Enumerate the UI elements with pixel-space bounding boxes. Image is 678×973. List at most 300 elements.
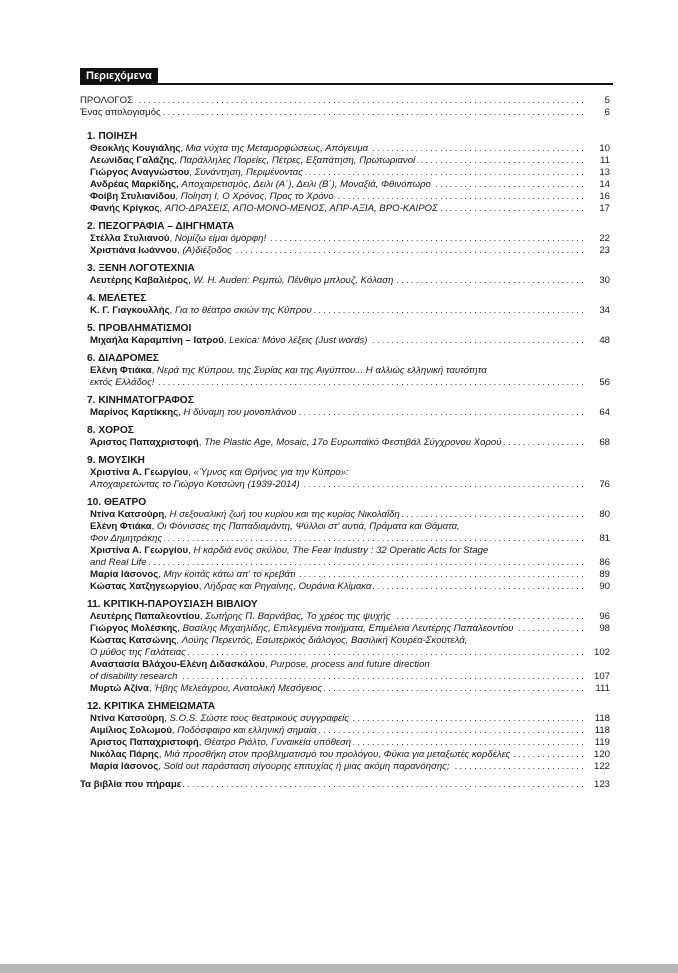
entry-separator: , bbox=[151, 365, 157, 376]
entry-separator: , bbox=[198, 737, 205, 748]
entry-indent bbox=[80, 635, 90, 646]
entry-work: Μην κοιτάς κάτω απ' το κρεβάτι bbox=[163, 569, 296, 580]
section-heading bbox=[80, 263, 610, 275]
toc-text bbox=[80, 779, 183, 790]
entry-separator: , bbox=[178, 407, 184, 418]
entry-indent bbox=[80, 611, 90, 622]
section-heading bbox=[80, 425, 610, 437]
toc-line bbox=[80, 635, 610, 647]
toc-line bbox=[80, 611, 586, 623]
closing-item bbox=[80, 779, 610, 791]
entry-work: Νερά της Κύπρου, της Συρίας και της Αιγύπτου... Η αλλιώς ελληνική ταυτότητα bbox=[156, 365, 487, 376]
header-rule bbox=[80, 83, 613, 85]
entry-separator: , bbox=[158, 761, 164, 772]
entry-indent bbox=[80, 683, 90, 694]
toc-text bbox=[80, 635, 469, 646]
page-number: 13 bbox=[599, 167, 610, 178]
page-number: 76 bbox=[599, 479, 610, 490]
entry-row bbox=[80, 545, 610, 557]
toc-line bbox=[80, 569, 586, 581]
page-number: 81 bbox=[599, 533, 610, 544]
toc-text bbox=[80, 245, 234, 256]
entry-author: Στέλλα Στυλιανού bbox=[90, 233, 170, 244]
page-number: 11 bbox=[600, 155, 610, 166]
toc-text bbox=[80, 155, 417, 166]
entry-separator: , bbox=[159, 203, 165, 214]
entry-indent bbox=[80, 713, 90, 724]
entry-separator: , bbox=[176, 635, 182, 646]
toc-line bbox=[80, 107, 586, 119]
entry-indent bbox=[80, 305, 90, 316]
entry-indent bbox=[80, 167, 90, 178]
toc-text bbox=[80, 569, 298, 580]
entry-separator: , bbox=[198, 437, 205, 448]
toc-text bbox=[80, 179, 433, 190]
toc-title: Περιεχόμενα bbox=[80, 68, 158, 84]
entry-row bbox=[80, 437, 610, 449]
toc-line bbox=[80, 191, 586, 203]
entry-row bbox=[80, 365, 610, 377]
entry-row bbox=[80, 611, 610, 623]
entry-author: Άριστος Παπαχριστοφή bbox=[90, 737, 199, 748]
entry-separator: , bbox=[198, 581, 205, 592]
entry-work: W. H. Auden: Ρεμπώ, Πένθιμο μπλουζ, Κόλαση bbox=[193, 275, 394, 286]
toc-text bbox=[80, 557, 149, 568]
entry-indent bbox=[80, 581, 90, 592]
entry-author: Θεοκλής Κουγιάλης bbox=[90, 143, 181, 154]
entry-row bbox=[80, 233, 610, 245]
entry-row bbox=[80, 305, 610, 317]
toc-line bbox=[80, 683, 586, 695]
toc-line bbox=[80, 557, 586, 569]
page-number: 34 bbox=[599, 305, 610, 316]
entry-separator: , bbox=[148, 683, 155, 694]
entry-separator: , bbox=[188, 467, 194, 478]
entry-work: Θέατρο Ριάλτο, Γυναικεία υπόθεση bbox=[204, 737, 352, 748]
toc-text bbox=[80, 761, 452, 772]
entry-row-continued bbox=[80, 671, 610, 683]
toc-line bbox=[80, 659, 610, 671]
page-number: 30 bbox=[599, 275, 610, 286]
entry-indent bbox=[80, 365, 90, 376]
section-title: 8. ΧΟΡΟΣ bbox=[87, 425, 134, 436]
entry-indent bbox=[80, 143, 90, 154]
section-title: 10. ΘΕΑΤΡΟ bbox=[87, 497, 147, 508]
toc-text bbox=[80, 737, 353, 748]
entry-indent bbox=[80, 179, 90, 190]
page-number: 68 bbox=[599, 437, 610, 448]
entry-work: Λήδρας και Ρηγαίνης, Ουράνια Κλίμακα bbox=[204, 581, 372, 592]
entry-row bbox=[80, 713, 610, 725]
toc-line bbox=[80, 377, 586, 389]
entry-separator: , bbox=[175, 191, 181, 202]
page-number: 107 bbox=[593, 671, 610, 682]
entry-indent bbox=[80, 521, 90, 532]
entry-row bbox=[80, 749, 610, 761]
entry-work: Βασίλης Μιχαηλίδης, Επιλεγμένα ποιήματα, Επιμέλεια Λευτέρης Παπαλεοντίου bbox=[182, 623, 514, 634]
entry-row bbox=[80, 155, 610, 167]
entry-author: Αναστασία Βλάχου-Ελένη Διδασκάλου bbox=[90, 659, 265, 670]
section-title: 9. ΜΟΥΣΙΚΗ bbox=[87, 455, 145, 466]
entry-separator: , bbox=[188, 545, 194, 556]
toc-line bbox=[80, 647, 586, 659]
entry-indent bbox=[80, 623, 90, 634]
section-title: 6. ΔΙΑΔΡΟΜΕΣ bbox=[87, 353, 159, 364]
entry-author: Μαρία Ιάσονος bbox=[90, 569, 159, 580]
toc-line bbox=[80, 203, 586, 215]
entry-work: Sold out παράσταση σίγουρης επιτυχίας ή μιας ακόμη παρανόησης; bbox=[163, 761, 450, 772]
entry-work: Η σεξουαλική ζωή του κυρίου και της κυρίας Νικολαΐδη bbox=[169, 509, 400, 520]
toc-line bbox=[80, 479, 586, 491]
entry-work: Μια νύχτα της Μεταμορφώσεως, Απόγευμα bbox=[185, 143, 369, 154]
entry-indent bbox=[80, 155, 90, 166]
section-title: 4. ΜΕΛΕΤΕΣ bbox=[87, 293, 147, 304]
entry-author: Λευτέρης Καβαλιέρος bbox=[90, 275, 189, 286]
page-number: 89 bbox=[599, 569, 610, 580]
page-number: 120 bbox=[593, 749, 610, 760]
toc-text bbox=[80, 749, 512, 760]
page-number: 14 bbox=[599, 179, 610, 190]
entry-separator: , bbox=[151, 521, 157, 532]
entry-work: Λούης Περεντός, Εσωτερικός διάλογος, Βασιλική Κουρέα-Σκουτελά, bbox=[181, 635, 468, 646]
entry-author: Κώστας Χατζηγεωργίου bbox=[90, 581, 199, 592]
entry-indent bbox=[80, 545, 90, 556]
entry-indent bbox=[80, 191, 90, 202]
entry-row bbox=[80, 407, 610, 419]
entry-author: Ελένη Φτιάκα bbox=[90, 365, 152, 376]
toc-line bbox=[80, 671, 586, 683]
entry-indent bbox=[80, 659, 90, 670]
entry-author: Μιχαήλα Καραμπίνη – Ιατρού bbox=[90, 335, 224, 346]
toc-text bbox=[80, 107, 163, 118]
page-number: 22 bbox=[599, 233, 610, 244]
toc-text bbox=[80, 365, 489, 376]
toc-text bbox=[80, 233, 268, 244]
toc-line bbox=[80, 365, 610, 377]
entry-indent bbox=[80, 647, 90, 658]
entry-author: Μαρία Ιάσονος bbox=[90, 761, 159, 772]
toc-line bbox=[80, 713, 586, 725]
toc-line bbox=[80, 143, 586, 155]
entry-author: Χριστίνα Α. Γεωργίου bbox=[90, 467, 189, 478]
toc-line bbox=[80, 167, 586, 179]
toc-line bbox=[80, 275, 586, 287]
entry-indent bbox=[80, 569, 90, 580]
front-matter-title: ΠΡΟΛΟΓΟΣ bbox=[80, 95, 133, 106]
page-number: 48 bbox=[599, 335, 610, 346]
page-number: 111 bbox=[595, 683, 610, 694]
toc-line bbox=[80, 407, 586, 419]
entry-separator: , bbox=[169, 233, 175, 244]
entry-row bbox=[80, 191, 610, 203]
entry-indent bbox=[80, 245, 90, 256]
front-matter-item bbox=[80, 95, 610, 107]
entry-work-continued: of disability research bbox=[90, 671, 178, 682]
toc-text bbox=[80, 407, 298, 418]
entry-work: «Ύμνος και Θρήνος για την Κύπρο»: bbox=[193, 467, 349, 478]
toc-line bbox=[80, 95, 586, 107]
entry-indent bbox=[80, 203, 90, 214]
entry-row bbox=[80, 335, 610, 347]
toc-text bbox=[80, 203, 440, 214]
page-number: 118 bbox=[594, 713, 610, 724]
entry-work: Παράλληλες Πορείες, Πέτρες, Εξαπάτηση, Πρωτωριανοί bbox=[179, 155, 416, 166]
dot-leader bbox=[80, 557, 586, 569]
section-heading bbox=[80, 323, 610, 335]
page-number: 17 bbox=[599, 203, 610, 214]
entry-row bbox=[80, 521, 610, 533]
toc-line bbox=[80, 749, 586, 761]
entry-separator: , bbox=[158, 749, 165, 760]
entry-work-continued: Ο μύθος της Γαλάτειας bbox=[90, 647, 186, 658]
entry-indent bbox=[80, 377, 90, 388]
entry-author: Αιμίλιος Σολωμού bbox=[90, 725, 172, 736]
page-number: 5 bbox=[604, 95, 610, 106]
page-number: 10 bbox=[599, 143, 610, 154]
entry-work-continued: Αποχαιρετώντας το Γιώργο Κοτσώνη (1939-2014) bbox=[90, 479, 300, 490]
entry-separator: , bbox=[177, 245, 183, 256]
entry-row bbox=[80, 725, 610, 737]
entry-indent bbox=[80, 671, 90, 682]
page-number: 118 bbox=[594, 725, 610, 736]
toc-text bbox=[80, 437, 504, 448]
section-title: 2. ΠΕΖΟΓΡΑΦΙΑ – ΔΙΗΓΗΜΑΤΑ bbox=[87, 221, 235, 232]
entry-row-continued bbox=[80, 647, 610, 659]
toc-line bbox=[80, 623, 586, 635]
toc-text bbox=[80, 623, 515, 634]
toc-text bbox=[80, 533, 164, 544]
page-number: 122 bbox=[593, 761, 610, 772]
page-number: 123 bbox=[593, 779, 610, 790]
entry-work: Νομίζω είμαι όμορφη! bbox=[174, 233, 267, 244]
entry-work-continued: εκτός Ελλάδος! bbox=[90, 377, 155, 388]
entry-indent bbox=[80, 479, 90, 490]
entry-work-continued: Φον Δημητράκης bbox=[90, 533, 163, 544]
entry-indent bbox=[80, 557, 90, 568]
entry-indent bbox=[80, 407, 90, 418]
section-heading bbox=[80, 353, 610, 365]
entry-row-continued bbox=[80, 533, 610, 545]
entry-row bbox=[80, 275, 610, 287]
entry-author: Λευτέρης Παπαλεοντίου bbox=[90, 611, 200, 622]
entry-author: Μυρτώ Αζίνα bbox=[90, 683, 149, 694]
toc-header bbox=[80, 67, 613, 85]
entry-row bbox=[80, 143, 610, 155]
toc-text bbox=[80, 521, 462, 532]
entry-row bbox=[80, 623, 610, 635]
entry-row bbox=[80, 761, 610, 773]
toc-line bbox=[80, 725, 586, 737]
entry-separator: , bbox=[199, 611, 206, 622]
entry-author: Γιώργος Μολέσκης bbox=[90, 623, 178, 634]
entry-row bbox=[80, 659, 610, 671]
entry-work-continued: and Real Life bbox=[90, 557, 147, 568]
table-of-contents bbox=[80, 95, 610, 791]
section-title: 11. ΚΡΙΤΙΚΗ-ΠΑΡΟΥΣΙΑΣΗ ΒΙΒΛΙΟΥ bbox=[87, 599, 258, 610]
toc-text bbox=[80, 581, 373, 592]
section-heading bbox=[80, 599, 610, 611]
entry-separator: , bbox=[164, 509, 170, 520]
entry-separator: , bbox=[188, 275, 194, 286]
toc-line bbox=[80, 581, 586, 593]
toc-text bbox=[80, 167, 305, 178]
entry-author: Χριστιάνα Ιωάννου bbox=[90, 245, 178, 256]
entry-row-continued bbox=[80, 557, 610, 569]
entry-indent bbox=[80, 437, 90, 448]
entry-work: The Plastic Age, Mosaic, 17ο Ευρωπαϊκό Φεστιβάλ Σύγχρονου Χορού bbox=[204, 437, 502, 448]
page-number: 64 bbox=[599, 407, 610, 418]
entry-author: Ανδρέας Μαρκίδης, bbox=[90, 179, 179, 190]
entry-author: Χριστίνα Α. Γεωργίου bbox=[90, 545, 189, 556]
entry-work: Η δύναμη του μονοπλάνου bbox=[183, 407, 297, 418]
entry-row bbox=[80, 245, 610, 257]
entry-row bbox=[80, 167, 610, 179]
entry-row bbox=[80, 203, 610, 215]
entry-separator: , bbox=[180, 143, 186, 154]
page-number: 119 bbox=[594, 737, 610, 748]
toc-line bbox=[80, 761, 586, 773]
section-title: 5. ΠΡΟΒΛΗΜΑΤΙΣΜΟΙ bbox=[87, 323, 192, 334]
dot-leader bbox=[80, 95, 586, 107]
toc-line bbox=[80, 179, 586, 191]
toc-line bbox=[80, 155, 586, 167]
section-heading bbox=[80, 395, 610, 407]
toc-line bbox=[80, 467, 610, 479]
entry-author: Ντίνα Κατσούρη bbox=[90, 713, 165, 724]
toc-text bbox=[80, 377, 156, 388]
entry-separator: , bbox=[189, 167, 195, 178]
entry-work: Ποδόσφαιρο και ελληνική σημαία bbox=[177, 725, 317, 736]
section-title: 12. ΚΡΙΤΙΚΑ ΣΗΜΕΙΩΜΑΤΑ bbox=[87, 701, 216, 712]
page-number: 86 bbox=[599, 557, 610, 568]
entry-author: Νικόλας Πάρης bbox=[90, 749, 159, 760]
entry-separator: , bbox=[169, 305, 175, 316]
entry-indent bbox=[80, 749, 90, 760]
toc-line bbox=[80, 509, 586, 521]
entry-author: Κώστας Κατσώνης bbox=[90, 635, 177, 646]
entry-indent bbox=[80, 335, 90, 346]
section-title: 7. ΚΙΝΗΜΑΤΟΓΡΑΦΟΣ bbox=[87, 395, 194, 406]
entry-indent bbox=[80, 275, 90, 286]
toc-line bbox=[80, 335, 586, 347]
toc-line bbox=[80, 533, 586, 545]
toc-line bbox=[80, 305, 586, 317]
page-number: 80 bbox=[599, 509, 610, 520]
page-number: 102 bbox=[593, 647, 610, 658]
entry-row bbox=[80, 635, 610, 647]
toc-text bbox=[80, 335, 369, 346]
front-matter-title: Ένας απολογισμός bbox=[80, 107, 161, 118]
entry-author: Φοίβη Στυλιανίδου bbox=[90, 191, 176, 202]
toc-line bbox=[80, 545, 610, 557]
page-bottom-bar bbox=[0, 964, 678, 973]
entry-row bbox=[80, 737, 610, 749]
entry-indent bbox=[80, 761, 90, 772]
front-matter-item bbox=[80, 107, 610, 119]
entry-indent bbox=[80, 509, 90, 520]
entry-row bbox=[80, 569, 610, 581]
entry-author: Μαρίνος Καρτίκκης bbox=[90, 407, 179, 418]
toc-line bbox=[80, 245, 586, 257]
entry-row bbox=[80, 509, 610, 521]
entry-indent bbox=[80, 725, 90, 736]
entry-work: Σωτήρης Π. Βαρνάβας, Το χρέος της ψυχής bbox=[205, 611, 391, 622]
entry-author: Ελένη Φτιάκα bbox=[90, 521, 152, 532]
entry-row-continued bbox=[80, 479, 610, 491]
entry-author: Γιώργος Αναγνώστου bbox=[90, 167, 190, 178]
toc-line bbox=[80, 437, 586, 449]
section-heading bbox=[80, 293, 610, 305]
toc-line bbox=[80, 521, 610, 533]
toc-text bbox=[80, 191, 336, 202]
toc-text bbox=[80, 713, 351, 724]
section-title: 1. ΠΟΙΗΣΗ bbox=[87, 131, 138, 142]
entry-indent bbox=[80, 233, 90, 244]
entry-author: Φανής Κρίγκος bbox=[90, 203, 160, 214]
page-number: 90 bbox=[599, 581, 610, 592]
page-number: 16 bbox=[599, 191, 610, 202]
entry-work: ΑΠΟ-ΔΡΑΣΕΙΣ, ΑΠΟ-ΜΟΝΟ-ΜΕΝΟΣ, ΑΠΡ-ΑΞΙΑ, ΒΡΟ-ΚΑΙΡΟΣ bbox=[164, 203, 438, 214]
entry-work: Οι Φόνισσες της Παπαδιαμάντη, Ψύλλοι στ' αυτιά, Πράματα και Θάματα, bbox=[156, 521, 460, 532]
entry-work: Αποχαιρετισμός, Δειλι (Α΄), Δειλι (Β΄), Μοναξιά, Φθινόπωρο bbox=[181, 179, 431, 190]
toc-text bbox=[80, 509, 402, 520]
entry-row bbox=[80, 179, 610, 191]
entry-author: Λεωνίδας Γαλάζης bbox=[90, 155, 175, 166]
entry-separator: , bbox=[158, 569, 164, 580]
toc-line bbox=[80, 737, 586, 749]
entry-work: S.O.S. Σώστε τους θεατρικούς συγγραφείς bbox=[169, 713, 349, 724]
page-number: 6 bbox=[604, 107, 610, 118]
entry-separator: , bbox=[177, 623, 183, 634]
entry-author: Κ. Γ. Γιαγκουλλής bbox=[90, 305, 170, 316]
entry-separator: , bbox=[223, 335, 230, 346]
toc-text bbox=[80, 725, 318, 736]
closing-title: Τα βιβλία που πήραμε bbox=[80, 779, 182, 790]
entry-indent bbox=[80, 467, 90, 478]
entry-row bbox=[80, 683, 610, 695]
toc-text bbox=[80, 467, 351, 478]
entry-work: (Α)διέξοδος bbox=[182, 245, 232, 256]
toc-text bbox=[80, 611, 393, 622]
toc-text bbox=[80, 95, 135, 106]
entry-indent bbox=[80, 533, 90, 544]
toc-line bbox=[80, 233, 586, 245]
toc-text bbox=[80, 275, 395, 286]
entry-work: Lexica: Μόνο λέξεις (Just words) bbox=[229, 335, 368, 346]
toc-text bbox=[80, 479, 302, 490]
entry-work: Μιά προσθήκη στον προβληματισμό του προλόγου, Φύκια για μεταξωτές κορδέλες bbox=[164, 749, 511, 760]
section-heading bbox=[80, 221, 610, 233]
entry-work: Η καρδιά ενός σκύλου, The Fear Industry : 32 Operatic Acts for Stage bbox=[193, 545, 489, 556]
page-number: 98 bbox=[599, 623, 610, 634]
entry-author: Άριστος Παπαχριστοφή bbox=[90, 437, 199, 448]
toc-line bbox=[80, 779, 586, 791]
entry-row bbox=[80, 467, 610, 479]
entry-separator: , bbox=[171, 725, 178, 736]
page-number: 23 bbox=[599, 245, 610, 256]
section-title: 3. ΞΕΝΗ ΛΟΓΟΤΕΧΝΙΑ bbox=[87, 263, 195, 274]
section-heading bbox=[80, 131, 610, 143]
section-heading bbox=[80, 455, 610, 467]
entry-work: Για το θέατρο σκιών της Κύπρου bbox=[175, 305, 312, 316]
toc-text bbox=[80, 683, 324, 694]
toc-text bbox=[80, 647, 188, 658]
toc-text bbox=[80, 143, 370, 154]
toc-text bbox=[80, 545, 490, 556]
section-heading bbox=[80, 701, 610, 713]
entry-row-continued bbox=[80, 377, 610, 389]
toc-text bbox=[80, 659, 432, 670]
